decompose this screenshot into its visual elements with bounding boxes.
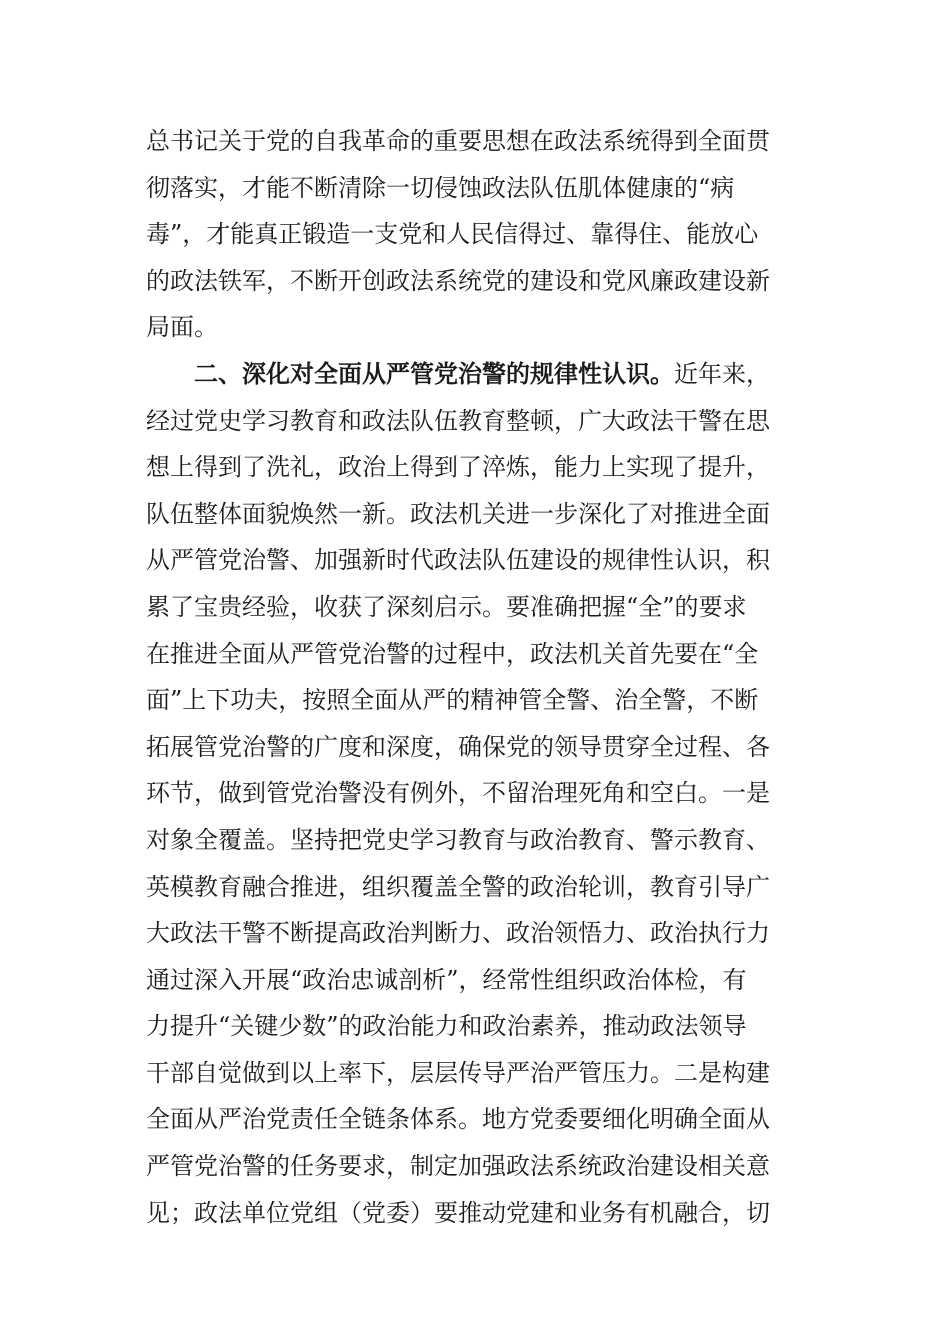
text-line: 彻落实，才能不断清除一切侵蚀政法队伍肌体健康的“病	[146, 173, 735, 202]
heading-line	[146, 351, 808, 398]
text-line: 累了宝贵经验，收获了深刻启示。要准确把握“全”的要求	[146, 592, 747, 621]
text-line: 局面。	[146, 313, 218, 342]
paragraph-1	[146, 118, 808, 351]
section-heading: 二、深化对全面从严管党治警的规律性认识。	[194, 359, 674, 388]
paragraph-2	[146, 351, 808, 1236]
text-line: 全面从严治党责任全链条体系。地方党委要细化明确全面从	[146, 1105, 770, 1134]
text-line: 总书记关于党的自我革命的重要思想在政法系统得到全面贯	[146, 127, 770, 155]
text-line: 面”上下功夫，按照全面从严的精神管全警、治全警，不断	[146, 686, 759, 715]
text-line: 大政法干警不断提高政治判断力、政治领悟力、政治执行力	[146, 919, 770, 948]
text-line: 从严管党治警、加强新时代政法队伍建设的规律性认识，积	[146, 546, 770, 575]
text-line: 见；政法单位党组（党委）要推动党建和业务有机融合，切	[146, 1198, 770, 1227]
text-line: 经过党史学习教育和政法队伍教育整顿，广大政法干警在思	[146, 406, 770, 435]
text-line: 力提升“关键少数”的政治能力和政治素养，推动政法领导	[146, 1012, 747, 1041]
text-line: 环节，做到管党治警没有例外，不留治理死角和空白。一是	[146, 779, 770, 808]
text-line: 拓展管党治警的广度和深度，确保党的领导贯穿全过程、各	[146, 732, 770, 761]
text-line: 想上得到了洗礼，政治上得到了淬炼，能力上实现了提升，	[146, 453, 770, 482]
text-line: 的政法铁军，不断开创政法系统党的建设和党风廉政建设新	[146, 266, 770, 295]
text-line: 通过深入开展“政治忠诚剖析”，经常性组织政治体检，有	[146, 965, 747, 994]
text-line: 对象全覆盖。坚持把党史学习教育与政治教育、警示教育、	[146, 825, 770, 854]
document-body	[146, 118, 808, 1236]
text-line: 严管党治警的任务要求，制定加强政法系统政治建设相关意	[146, 1152, 770, 1181]
text-line: 在推进全面从严管党治警的过程中，政法机关首先要在“全	[146, 639, 759, 668]
text-line: 英模教育融合推进，组织覆盖全警的政治轮训，教育引导广	[146, 872, 770, 901]
heading-line-rest: 近年来，	[674, 359, 770, 388]
text-line: 队伍整体面貌焕然一新。政法机关进一步深化了对推进全面	[146, 499, 770, 528]
text-line: 毒”，才能真正锻造一支党和人民信得过、靠得住、能放心	[146, 220, 759, 249]
text-line: 干部自觉做到以上率下，层层传导严治严管压力。二是构建	[146, 1058, 770, 1087]
